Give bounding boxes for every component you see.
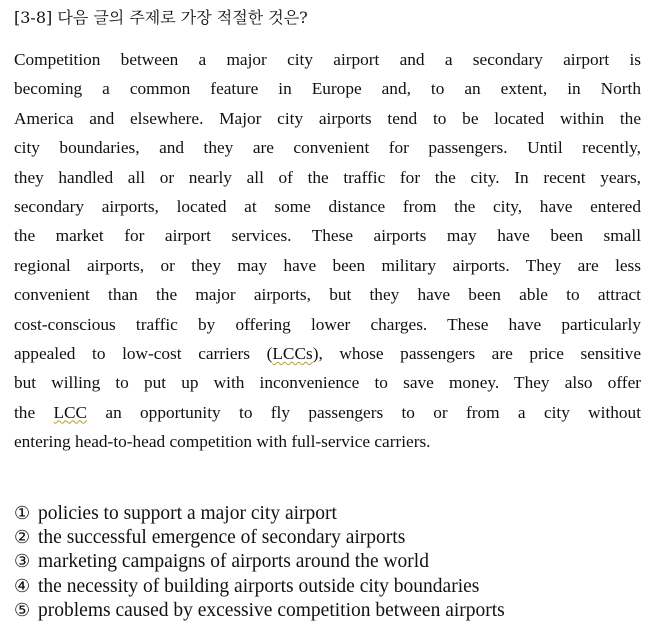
passage-text: an opportunity to fly passengers to or from a city without bbox=[87, 402, 641, 422]
passage-line: America and elsewhere. Major city airports tend to be located within the bbox=[14, 108, 641, 128]
passage-line: they handled all or nearly all of the traffic for the city. In recent years, bbox=[14, 167, 641, 187]
passage-line: convenient than the major airports, but they have been able to attract bbox=[14, 285, 641, 305]
passage-line: becoming a common feature in Europe and, to an extent, in North bbox=[14, 79, 641, 99]
answer-choice-1[interactable] bbox=[14, 502, 505, 526]
passage-line bbox=[14, 339, 641, 368]
passage-line bbox=[14, 398, 641, 427]
passage-text: appealed to low-cost carriers ( bbox=[14, 343, 273, 363]
passage-line: but willing to put up with inconvenience to save money. They also offer bbox=[14, 373, 641, 393]
choice-text: the successful emergence of secondary airports bbox=[38, 527, 406, 549]
answer-choice-5[interactable] bbox=[14, 599, 505, 623]
lcc-underlined-term: LCCs bbox=[272, 343, 313, 363]
choice-text: the necessity of building airports outside city boundaries bbox=[38, 575, 480, 597]
answer-choice-3[interactable] bbox=[14, 550, 505, 574]
passage-line: regional airports, or they may have been military airports. They are less bbox=[14, 255, 641, 275]
choice-number: ④ bbox=[14, 575, 31, 597]
question-header: [3-8] 다음 글의 주제로 가장 적절한 것은? bbox=[14, 8, 308, 27]
answer-choice-2[interactable] bbox=[14, 526, 505, 550]
passage-line: entering head-to-head competition with full-service carriers. bbox=[14, 432, 431, 452]
lcc-underlined-term: LCC bbox=[53, 402, 88, 422]
choice-text: policies to support a major city airport bbox=[38, 503, 337, 524]
passage bbox=[14, 45, 641, 456]
answer-choice-4[interactable] bbox=[14, 575, 505, 599]
passage-line: cost-conscious traffic by offering lower charges. These have particularly bbox=[14, 314, 641, 334]
choice-text: problems caused by excessive competition between airports bbox=[38, 599, 505, 621]
choice-text: marketing campaigns of airports around the world bbox=[38, 551, 429, 573]
passage-line: the market for airport services. These airports may have been small bbox=[14, 226, 641, 246]
choice-number: ② bbox=[14, 527, 31, 549]
passage-line: city boundaries, and they are convenient for passengers. Until recently, bbox=[14, 138, 641, 158]
choice-number: ⑤ bbox=[14, 599, 31, 621]
choice-number: ① bbox=[14, 503, 31, 524]
passage-line: secondary airports, located at some distance from the city, have entered bbox=[14, 196, 641, 216]
answer-choices bbox=[14, 502, 505, 623]
passage-text: ), whose passengers are price sensitive bbox=[312, 343, 641, 363]
choice-number: ③ bbox=[14, 551, 31, 573]
passage-line: Competition between a major city airport and a secondary airport is bbox=[14, 50, 641, 69]
passage-text: the bbox=[14, 402, 54, 422]
